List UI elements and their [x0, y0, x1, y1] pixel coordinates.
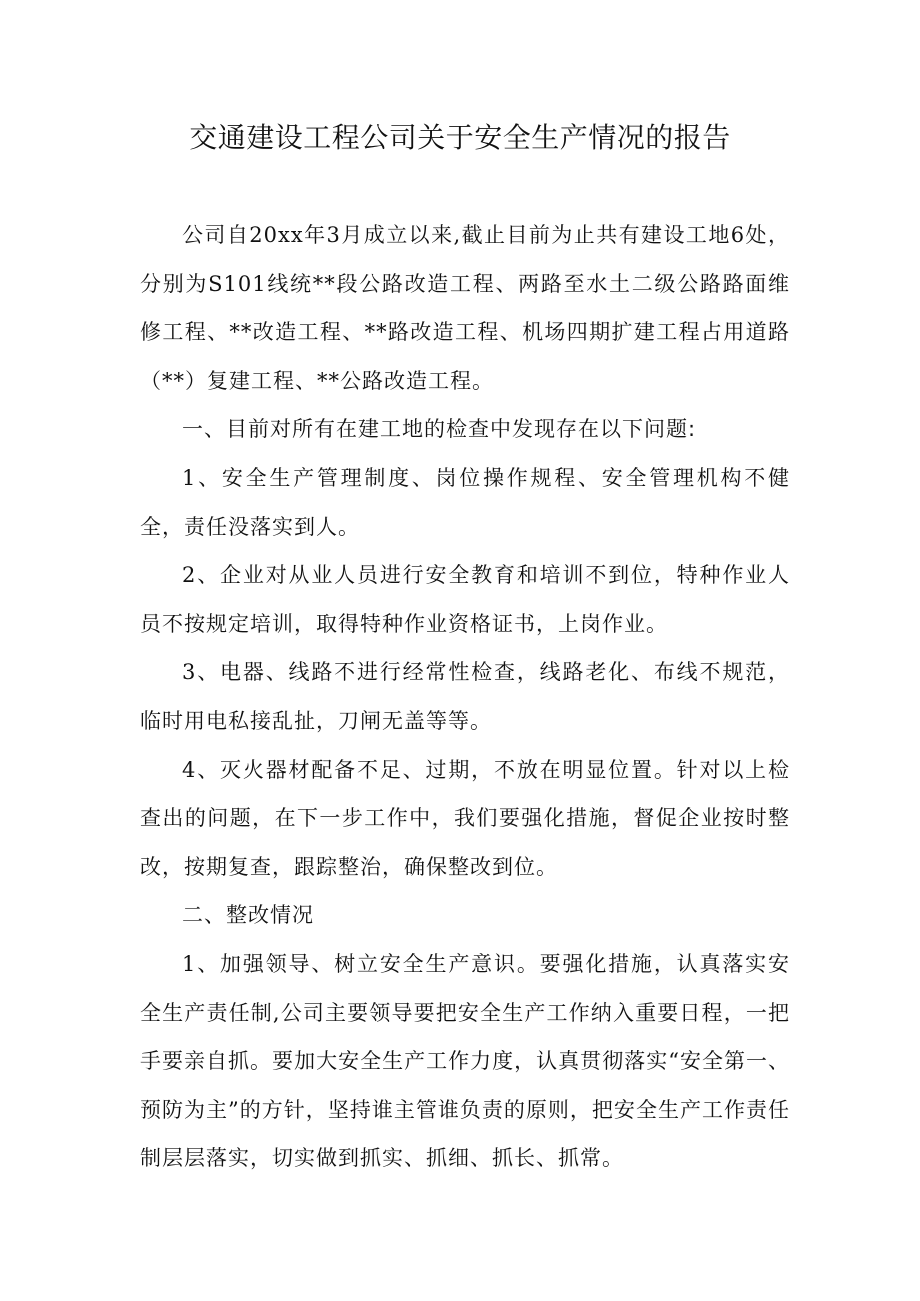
- problem-item-3: 3、电器、线路不进行经常性检查，线路老化、布线不规范，临时用电私接乱扯，刀闸无盖等等。: [140, 660, 790, 733]
- document-title: 交通建设工程公司关于安全生产情况的报告: [189, 121, 731, 154]
- section-heading-problems: 一、目前对所有在建工地的检查中发现存在以下问题:: [182, 417, 697, 442]
- rectification-item-1: 1、加强领导、树立安全生产意识。要强化措施，认真落实安全生产责任制,公司主要领导要把安全生产工作纳入重要日程，一把手要亲自抓。要加大安全生产工作力度，认真贯彻落实“安全第一、预防为主”的方针，坚持谁主管谁负责的原则，把安全生产工作责任制层层落实，切实做到抓实、抓细、抓长、抓常。: [140, 951, 790, 1171]
- section-heading-rectification: 二、整改情况: [182, 903, 314, 928]
- problem-item-1: 1、安全生产管理制度、岗位操作规程、安全管理机构不健全，责任没落实到人。: [140, 465, 790, 539]
- intro-paragraph: 公司自20xx年3月成立以来,截止目前为止共有建设工地6处，分别为S101线统**段公路改造工程、两路至水土二级公路路面维修工程、**改造工程、**路改造工程、机场四期扩建工程占用道路（**）复建工程、**公路改造工程。: [140, 223, 790, 393]
- problem-item-2: 2、企业对从业人员进行安全教育和培训不到位，特种作业人员不按规定培训，取得特种作业资格证书，上岗作业。: [140, 563, 790, 636]
- document-body: [140, 211, 790, 1183]
- problem-item-4: 4、灭火器材配备不足、过期，不放在明显位置。针对以上检查出的问题，在下一步工作中，我们要强化措施，督促企业按时整改，按期复查，跟踪整治，确保整改到位。: [140, 757, 790, 879]
